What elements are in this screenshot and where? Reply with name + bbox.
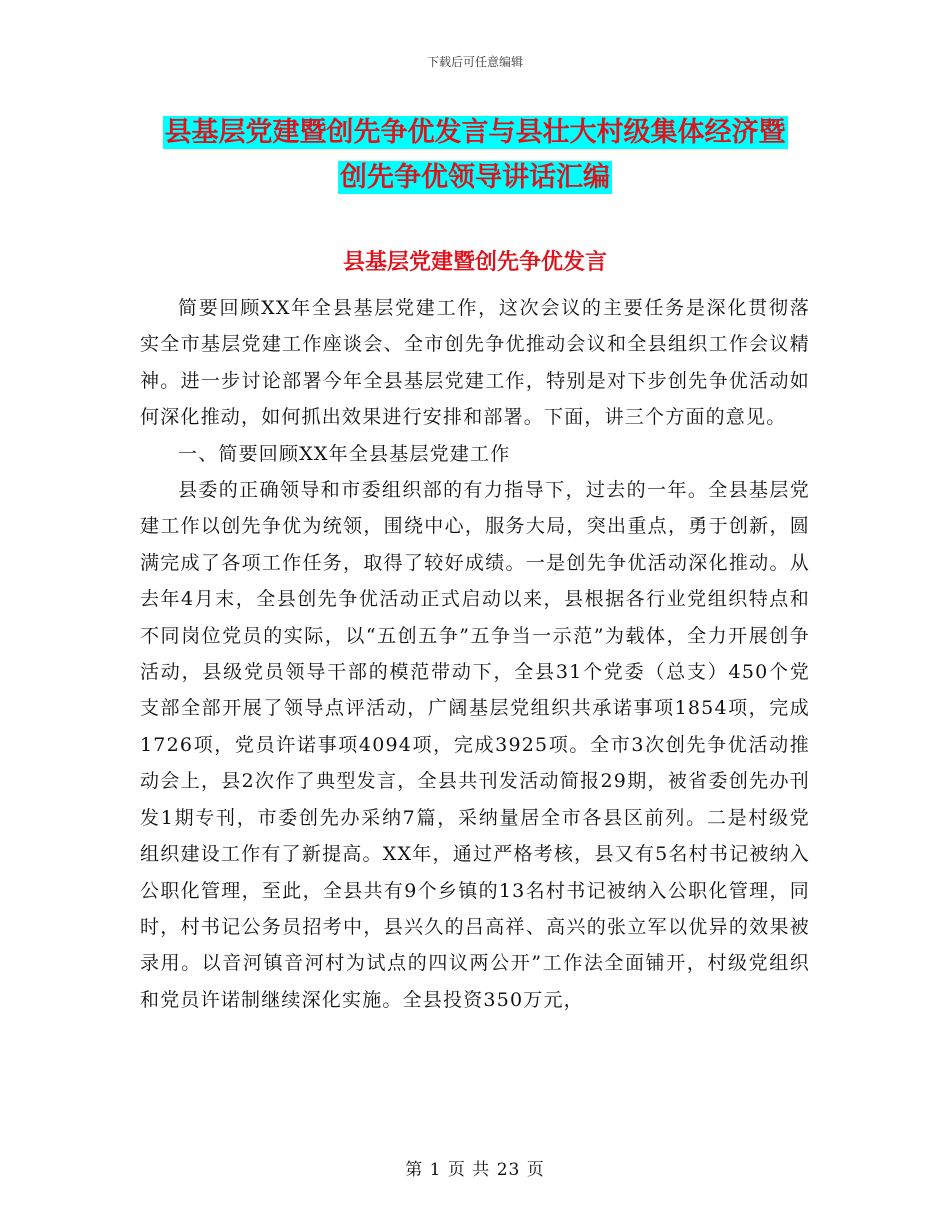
title-line-2: 创先争优领导讲话汇编: [340, 162, 610, 193]
paragraph-intro: 简要回顾XX年全县基层党建工作，这次会议的主要任务是深化贯彻落实全市基层党建工作座谈会、全市创先争优推动会议和全县组织工作会议精神。进一步讨论部署今年全县基层党建工作，特别是对下步创先争优活动如何深化推动，如何抓出效果进行安排和部署。下面，讲三个方面的意见。: [140, 297, 810, 429]
document-title: [140, 110, 810, 200]
header-note: 下载后可任意编辑: [426, 55, 523, 69]
page-footer: 第 1 页 共 23 页: [405, 1160, 545, 1180]
body-text: [140, 290, 810, 1018]
paragraph-review: 县委的正确领导和市委组织部的有力指导下，过去的一年。全县基层党建工作以创先争优为统领，围绕中心，服务大局，突出重点，勇于创新，圆满完成了各项工作任务，取得了较好成绩。一是创先争优活动深化推动。从去年4月末，全县创先争优活动正式启动以来，县根据各行业党组织特点和不同岗位党员的实际，以“五创五争”五争当一示范”为载体，全力开展创争活动，县级党员领导干部的模范带动下，全县31个党委（总支）450个党支部全部开展了领导点评活动，广阔基层党组织共承诺事项1854项，完成1726项，党员许诺事项4094项，完成3925项。全市3次创先争优活动推动会上，县2次作了典型发言，全县共刊发活动简报29期，被省委创先办刊发1期专刊，市委创先办采纳7篇，采纳量居全市各县区前列。二是村级党组织建设工作有了新提高。XX年，通过严格考核，县又有5名村书记被纳入公职化管理，至此，全县共有9个乡镇的13名村书记被纳入公职化管理，同时，村书记公务员招考中，县兴久的吕高祥、高兴的张立军以优异的效果被录用。以音河镇音河村为试点的四议两公开”工作法全面铺开，村级党组织和党员许诺制继续深化实施。全县投资350万元，: [140, 479, 810, 1011]
paragraph-heading-1: 一、简要回顾XX年全县基层党建工作: [178, 442, 511, 465]
title-line-1: 县基层党建暨创先争优发言与县壮大村级集体经济暨: [164, 117, 786, 148]
section-title: 县基层党建暨创先争优发言: [342, 250, 607, 275]
